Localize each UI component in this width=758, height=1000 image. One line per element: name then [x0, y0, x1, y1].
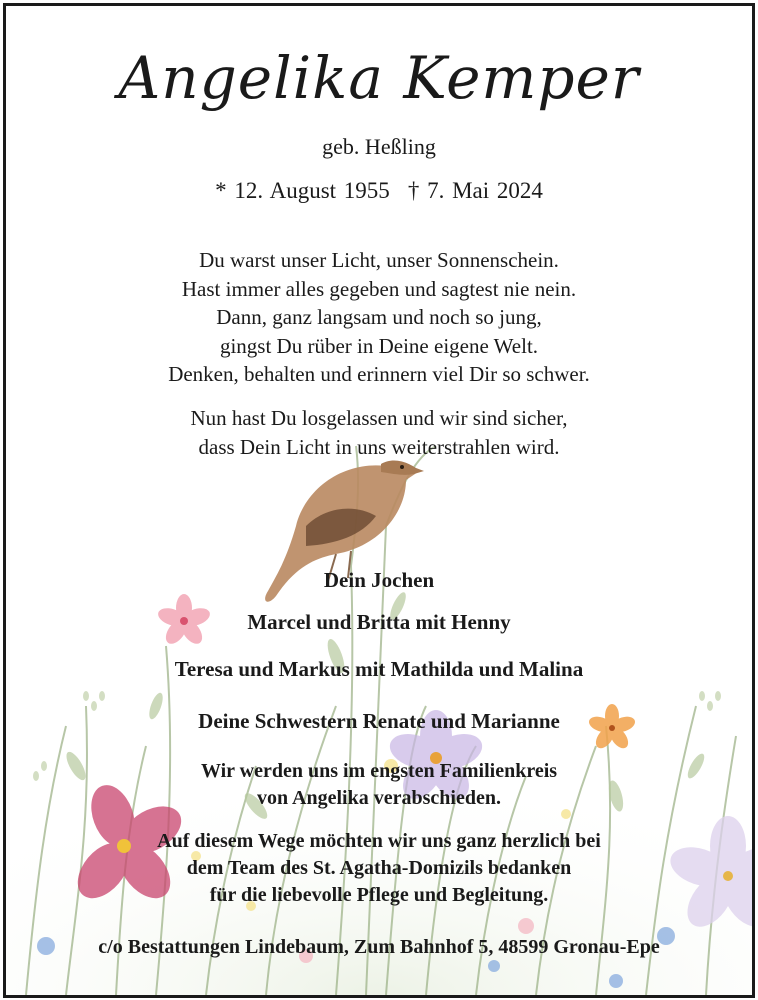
poem-line: Dann, ganz langsam und noch so jung,	[216, 305, 542, 329]
maiden-name: geb. Heßling	[322, 134, 436, 159]
poem-line: Hast immer alles gegeben und sagtest nie nein.	[181, 276, 577, 301]
deceased-name: Angelika Kemper	[118, 44, 640, 112]
obituary-content	[6, 6, 752, 995]
funeral-home-address: c/o Bestattungen Lindebaum, Zum Bahnhof 5, 48599 Gronau-Epe	[98, 936, 660, 958]
poem-stanza-1	[6, 246, 752, 389]
poem-line: Denken, behalten und erinnern viel Dir so schwer.	[168, 362, 590, 386]
poem-stanza-2	[6, 404, 752, 461]
mourner-line: Deine Schwestern Renate und Marianne	[198, 709, 560, 733]
birth-date: * 12. August 1955	[215, 178, 390, 203]
thanks-line: für die liebevolle Pflege und Begleitung.	[209, 884, 549, 906]
life-dates	[6, 178, 752, 204]
farewell-notice	[6, 758, 752, 812]
death-date: † 7. Mai 2024	[407, 178, 543, 203]
poem-line: Nun hast Du losgelassen und wir sind sicher,	[190, 406, 568, 430]
poem-line: gingst Du rüber in Deine eigene Welt.	[219, 333, 539, 358]
farewell-line: von Angelika verabschieden.	[257, 787, 501, 809]
mourner-line: Teresa und Markus mit Mathilda und Malina	[174, 657, 584, 681]
farewell-line: Wir werden uns im engsten Familienkreis	[200, 760, 558, 782]
thanks-line: Auf diesem Wege möchten wir uns ganz herzlich bei	[157, 830, 601, 852]
thanks-notice	[6, 828, 752, 909]
mourner-line: Marcel und Britta mit Henny	[247, 610, 511, 634]
poem-line: Du warst unser Licht, unser Sonnenschein.	[199, 248, 559, 272]
obituary-frame	[3, 3, 755, 998]
thanks-line: dem Team des St. Agatha-Domizils bedanken	[186, 857, 572, 879]
poem-line: dass Dein Licht in uns weiterstrahlen wird.	[198, 434, 560, 459]
mourner-line: Dein Jochen	[323, 568, 435, 592]
